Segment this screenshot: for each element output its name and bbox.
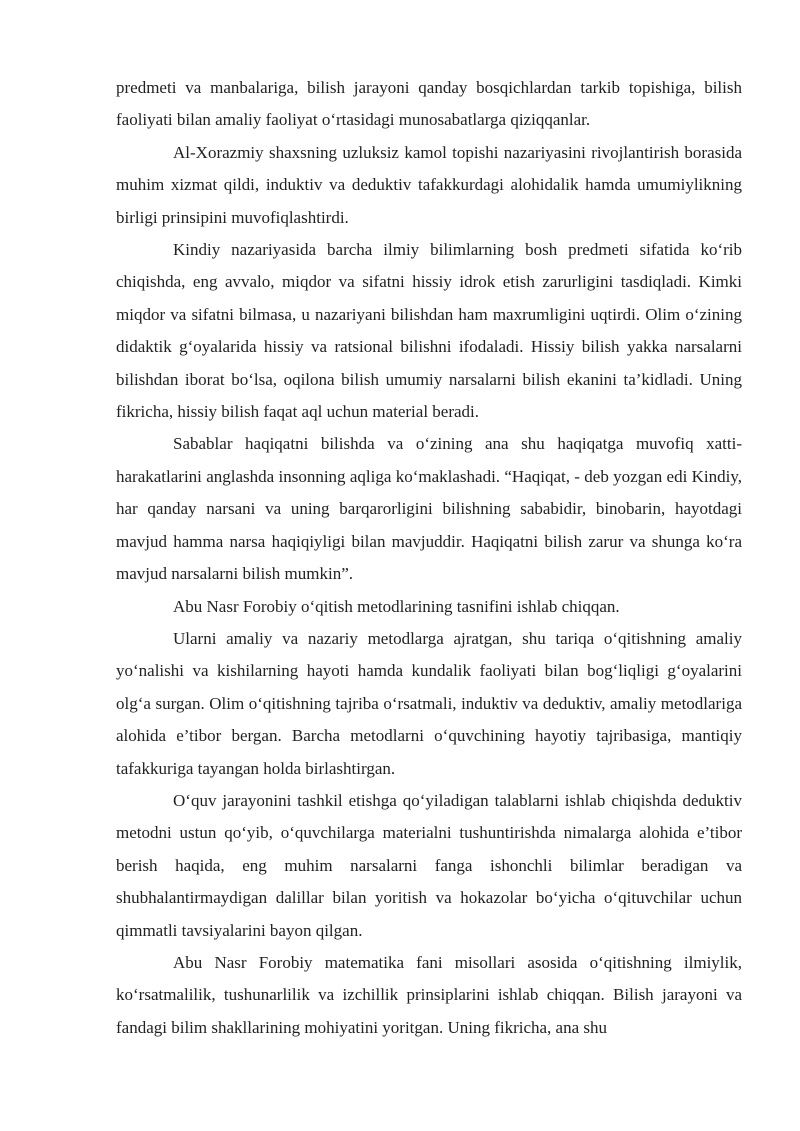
paragraph-kindiy-truth: Sabablar haqiqatni bilishda va o‘zining ana shu haqiqatga muvofiq xatti-harakatlarini anglashda insonning aqliga ko‘maklashadi. “Haqiqat, - deb yozgan edi Kindiy, har qanday narsani va uning barqarorligini bilishning sababidir, binobarin, hayotdagi mavjud hamma narsa haqiqiyligi bilan mavjuddir. Haqiqatni bilish zarur va shunga ko‘ra mavjud narsalarni bilish mumkin”.	[116, 434, 742, 584]
paragraph-continuation: predmeti va manbalariga, bilish jarayoni qanday bosqichlardan tarkib topishiga, bilish faoliyati bilan amaliy faoliyat o‘rtasidagi munosabatlarga qiziqqanlar.	[116, 78, 742, 130]
paragraph-learning-process: O‘quv jarayonini tashkil etishga qo‘yiladigan talablarni ishlab chiqishda deduktiv metodni ustun qo‘yib, o‘quvchilarga materialni tushuntirishda nimalarga alohida e’tibor berish haqida, eng muhim narsalarni fanga ishonchli bilimlar beradigan va shubhalantirmaydigan dalillar bilan yoritish va hokazolar bo‘yicha o‘qituvchilar uchun qimmatli tavsiyalarini bayon qilgan.	[116, 790, 742, 940]
paragraph-al-xorazmiy: Al-Xorazmiy shaxsning uzluksiz kamol topishi nazariyasini rivojlantirish borasida muhim xizmat qildi, induktiv va deduktiv tafakkurdagi alohidalik hamda umumiylikning birligi prinsipini muvofiqlashtirdi.	[116, 142, 742, 227]
paragraph-kindiy-theory: Kindiy nazariyasida barcha ilmiy bilimlarning bosh predmeti sifatida ko‘rib chiqishda, eng avvalo, miqdor va sifatni hissiy idrok etish zarurligini tasdiqladi. Kimki miqdor va sifatni bilmasa, u nazariyani bilishdan ham maxrumligini uqtirdi. Olim o‘zining didaktik g‘oyalarida hissiy va ratsional bilishni ifodaladi. Hissiy bilish yakka narsalarni bilishdan iborat bo‘lsa, oqilona bilish umumiy narsalarni bilish ekanini ta’kidladi. Uning fikricha, hissiy bilish faqat aql uchun material beradi.	[116, 240, 742, 422]
paragraph-practical-theoretical: Ularni amaliy va nazariy metodlarga ajratgan, shu tariqa o‘qitishning amaliy yo‘nalishi va kishilarning hayoti hamda kundalik faoliyati bilan bog‘liqligi g‘oyalarini olg‘a surgan. Olim o‘qitishning tajriba o‘rsatmali, induktiv va deduktiv, amaliy metodlariga alohida e’tibor bergan. Barcha metodlarni o‘quvchining hayotiy tajribasiga, mantiqiy tafakkuriga tayangan holda birlashtirgan.	[116, 628, 742, 778]
paragraph-forobiy-principles: Abu Nasr Forobiy matematika fani misollari asosida o‘qitishning ilmiylik, ko‘rsatmalilik, tushunarlilik va izchillik prinsiplarini ishlab chiqqan. Bilish jarayoni va fandagi bilim shakllarining mohiyatini yoritgan. Uning fikricha, ana shu	[116, 952, 742, 1037]
paragraph-forobiy-methods: Abu Nasr Forobiy o‘qitish metodlarining tasnifini ishlab chiqqan.	[173, 596, 620, 616]
body-text	[116, 72, 742, 1044]
